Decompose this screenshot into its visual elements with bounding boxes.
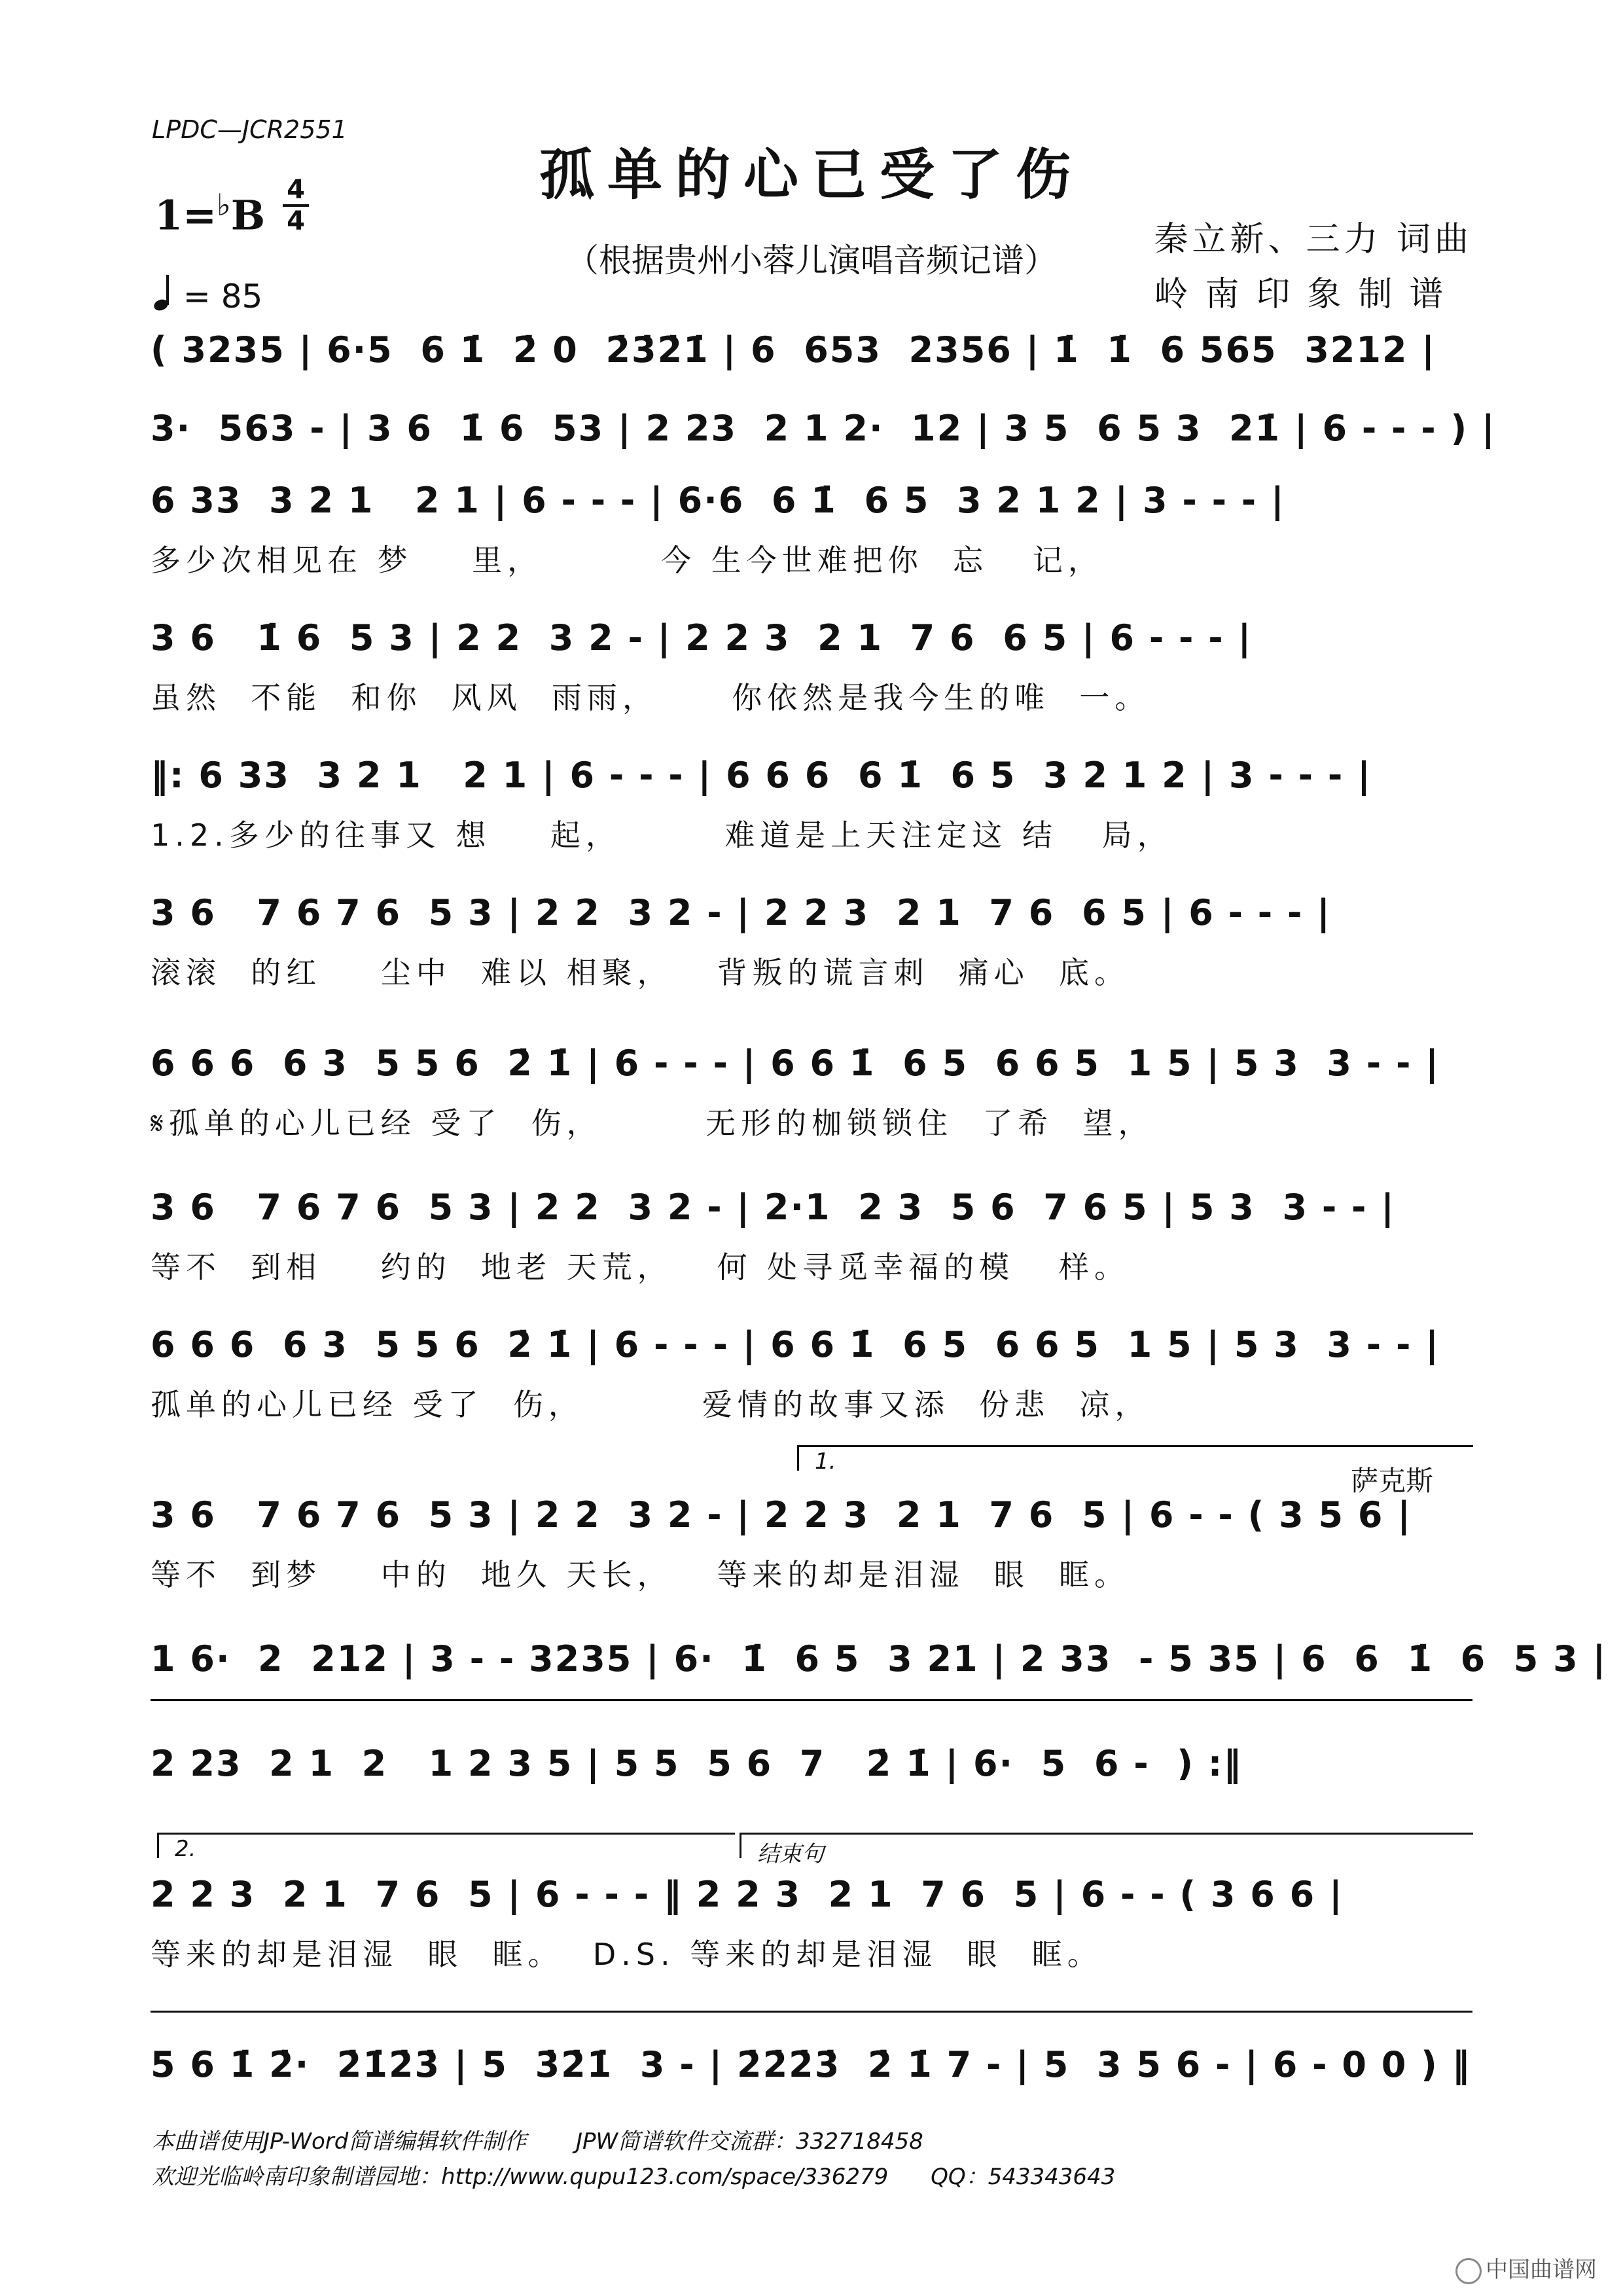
staff-notes: 3· 563 - | 3 6 1̇ 6 53 | 2 23 2 1 2· 12 | 3 5 6 5 3 21̇ | 6 - - - ) | — [151, 408, 1496, 449]
song-title: 孤单的心已受了伤 — [539, 142, 1084, 207]
first-ending-label: 1. — [815, 1448, 836, 1475]
repeat-bracket-line — [151, 1699, 1472, 1714]
time-top: 4 — [287, 175, 305, 205]
coda-label: 结束句 — [757, 1841, 824, 1867]
staff-notes: 3 6 1̇ 6 5 3 | 2 2 3 2 - | 2 2 3 2 1 7 6 6 5 | 6 - - - | — [151, 617, 1253, 658]
coda-bracket — [740, 1833, 1473, 1867]
footer-website-note: 欢迎光临岭南印象制谱园地：http://www.qupu123.com/space/336279 QQ：543343643 — [152, 2164, 1116, 2190]
staff-lyrics: 等不 到梦 中的 地久 天长， 等来的却是泪湿 眼 眶。 — [151, 1557, 1130, 1592]
staff-notes: 2 2 3 2 1 7 6 5 | 6 - - - ‖ 2 2 3 2 1 7 6 5 | 6 - - ( 3 6 6 | — [151, 1874, 1344, 1915]
logo-icon — [1455, 2258, 1482, 2284]
flat-sign: ♭ — [217, 187, 231, 223]
staff-notes: 3 6 7 6 7 6 5 3 | 2 2 3 2 - | 2·1 2 3 5 6 7 6 5 | 5 3 3 - - | — [151, 1187, 1395, 1228]
staff-lyrics: 1.2.多少的往事又 想 起， 难道是上天注定这 结 局， — [151, 817, 1173, 853]
staff-notes: 3 6 7 6 7 6 5 3 | 2 2 3 2 - | 2 2 3 2 1 7 6 6 5 | 6 - - - | — [151, 892, 1331, 933]
key-prefix: 1= — [154, 191, 217, 240]
staff-notes: 2 23 2 1 2 1 2 3 5 | 5 5 5 6 7 2̇ 1̇ | 6· 5 6 - ) :‖ — [151, 1743, 1243, 1784]
staff-lyrics: 等不 到相 约的 地老 天荒， 何 处寻觅幸福的模 样。 — [151, 1249, 1130, 1285]
staff-notes: 6 33 3 2 1 2 1 | 6 - - - | 6·6 6 1̇ 6 5 3 2 1 2 | 3 - - - | — [151, 480, 1285, 521]
lyricist-composer: 秦立新、三力 词曲 — [1154, 220, 1472, 259]
staff-lyrics: 滚滚 的红 尘中 难以 相聚， 背叛的谎言刺 痛心 底。 — [151, 955, 1130, 990]
staff-notes: ( 3235 | 6·5 6 1̇ 2̇ 0 2̇3̇2̇1̇ | 6 653 2356 | 1̇ 1̇ 6 565 3212 | — [151, 329, 1436, 370]
logo-text: 中国曲谱网 — [1486, 2257, 1597, 2283]
tempo-value: = 85 — [183, 278, 263, 315]
staff-notes: 6 6 6 6 3 5 5 6 2̇ 1̇ | 6 - - - | 6 6 1̇ 6 5 6 6 5 1 5 | 5 3 3 - - | — [151, 1324, 1440, 1365]
subtitle: （根据贵州小蓉儿演唱音频记谱） — [566, 242, 1057, 279]
staff-notes: 5 6 1̇ 2̇· 2̇1̇2̇3̇ | 5 3̇2̇1̇ 3 - | 2̇2̇2̇3̇ 2̇ 1̇ 7 - | 5 3 5 6 - | 6 - 0 0 ) ‖ — [151, 2044, 1471, 2085]
staff-lyrics: 虽然 不能 和你 风风 雨雨， 你依然是我今生的唯 一。 — [151, 680, 1150, 715]
arranger: 岭南印象制谱 — [1154, 275, 1461, 314]
staff-notes: 6 6 6 6 3 5 5 6 2̇ 1̇ | 6 - - - | 6 6 1̇ 6 5 6 6 5 1 5 | 5 3 3 - - | — [151, 1043, 1440, 1084]
staff-lyrics: 等来的却是泪湿 眼 眶。 D.S. 等来的却是泪湿 眼 眶。 — [151, 1937, 1103, 1972]
staff-lyrics: 𝄋孤单的心儿已经 受了 伤， 无形的枷锁锁住 了希 望， — [151, 1105, 1154, 1141]
saxophone-marking: 萨克斯 — [1351, 1465, 1434, 1497]
time-signature — [283, 175, 309, 236]
second-ending-bracket — [157, 1833, 735, 1862]
key-signature — [154, 187, 265, 240]
credits — [1154, 212, 1472, 322]
score-code: LPDC—JCR2551 — [152, 115, 348, 144]
staff-notes: 1 6· 2 212 | 3 - - 3235 | 6· 1̇ 6 5 3 21 | 2 33 - 5 35 | 6 6 1̇ 6 5 3 | — [151, 1638, 1607, 1679]
key-note: B — [230, 191, 266, 240]
final-bracket-line — [151, 2011, 1472, 2026]
staff-lyrics: 多少次相见在 梦 里， 今 生今世难把你 忘 记， — [151, 543, 1103, 578]
second-ending-label: 2. — [175, 1836, 196, 1862]
staff-notes: ‖: 6 33 3 2 1 2 1 | 6 - - - | 6 6 6 6 1̇ 6 5 3 2 1 2 | 3 - - - | — [151, 755, 1372, 796]
site-logo — [1455, 2251, 1597, 2284]
staff-notes: 3 6 7 6 7 6 5 3 | 2 2 3 2 - | 2 2 3 2 1 7 6 5 | 6 - - ( 3 5 6 | — [151, 1494, 1412, 1535]
footer-software-note: 本曲谱使用JP-Word简谱编辑软件制作 JPW简谱软件交流群：332718458 — [152, 2128, 923, 2155]
time-bottom: 4 — [283, 204, 309, 236]
staff-lyrics: 孤单的心儿已经 受了 伤， 爱情的故事又添 份悲 凉， — [151, 1387, 1150, 1422]
